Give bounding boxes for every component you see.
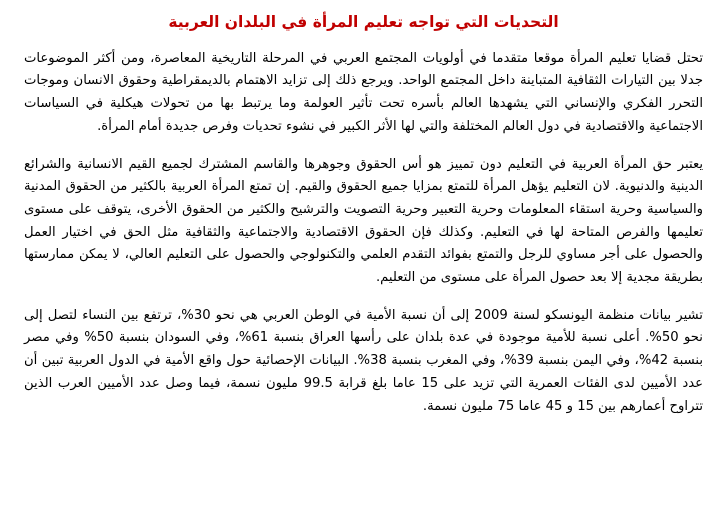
paragraph-2: يعتبر حق المرأة العربية في التعليم دون تمييز هو أس الحقوق وجوهرها والقاسم المشترك لجميع القيم الانسانية والشرائع الدينية والدنيوية. لان التعليم يؤهل المرأة للتمتع بمزايا جميع الحقوق والقيم. إن تمتع المرأة العربية بالكثير من الحقوق المدنية والسياسية وحرية استقاء المعلومات وحرية التعبير وحرية التصويت والترشيح والكثير من الحقوق الأخرى، يتوقف على مستوى تعليمها والفرص المتاحة لها في التعليم. وكذلك فإن الحقوق الاقتصادية والاجتماعية والثقافية مثل الحق في اختيار العمل والحصول على أجر مساوي للرجل والتمتع بفوائد التقدم العلمي والتكنولوجي والحصول على التعليم العالي، لا يمكن ممارستها بطريقة مجدية إلا بعد حصول المرأة على مستوى من التعليم. bbox=[24, 156, 703, 286]
paragraph-1: تحتل قضايا تعليم المرأة موقعا متقدما في أولويات المجتمع العربي في المرحلة التاريخية المعاصرة، ومن أكثر الموضوعات جدلا بين التيارات الثقافية المتباينة داخل المجتمع الواحد. ويرجع ذلك إلى تزايد الاهتمام بالديمقراطية وحقوق الانسان وموجات التحرر الفكري والإنساني التي يشهدها العالم بأسره تحت تأثير العولمة وما يرتبط بها من تحولات هيكلية في السياسات الاجتماعية والاقتصادية في دول العالم المختلفة والتي لها الأثر الكبير في نشوء تحديات وفرص جديدة أمام المرأة. bbox=[24, 50, 703, 134]
page-title: التحديات التي تواجه تعليم المرأة في البلدان العربية bbox=[168, 13, 559, 31]
paragraph-3: تشير بيانات منظمة اليونسكو لسنة 2009 إلى أن نسبة الأمية في الوطن العربي هي نحو 30%، ترتفع بين النساء لتصل إلى نحو 50%. أعلى نسبة للأمية موجودة في عدة بلدان على رأسها العراق بنسبة 61%، وفي السودان بنسبة 50% وفي مصر بنسبة 42%، وفي اليمن بنسبة 39%، وفي المغرب بنسبة 38%. البيانات الإحصائية حول واقع الأمية في الدول العربية تبين أن عدد الأميين لدى الفئات العمرية التي تزيد على 15 عاما بلغ قرابة 99.5 مليون نسمة، فيما وصل عدد الأميين العرب الذين تتراوح أعمارهم بين 15 و 45 عاما 75 مليون نسمة. bbox=[24, 307, 704, 414]
